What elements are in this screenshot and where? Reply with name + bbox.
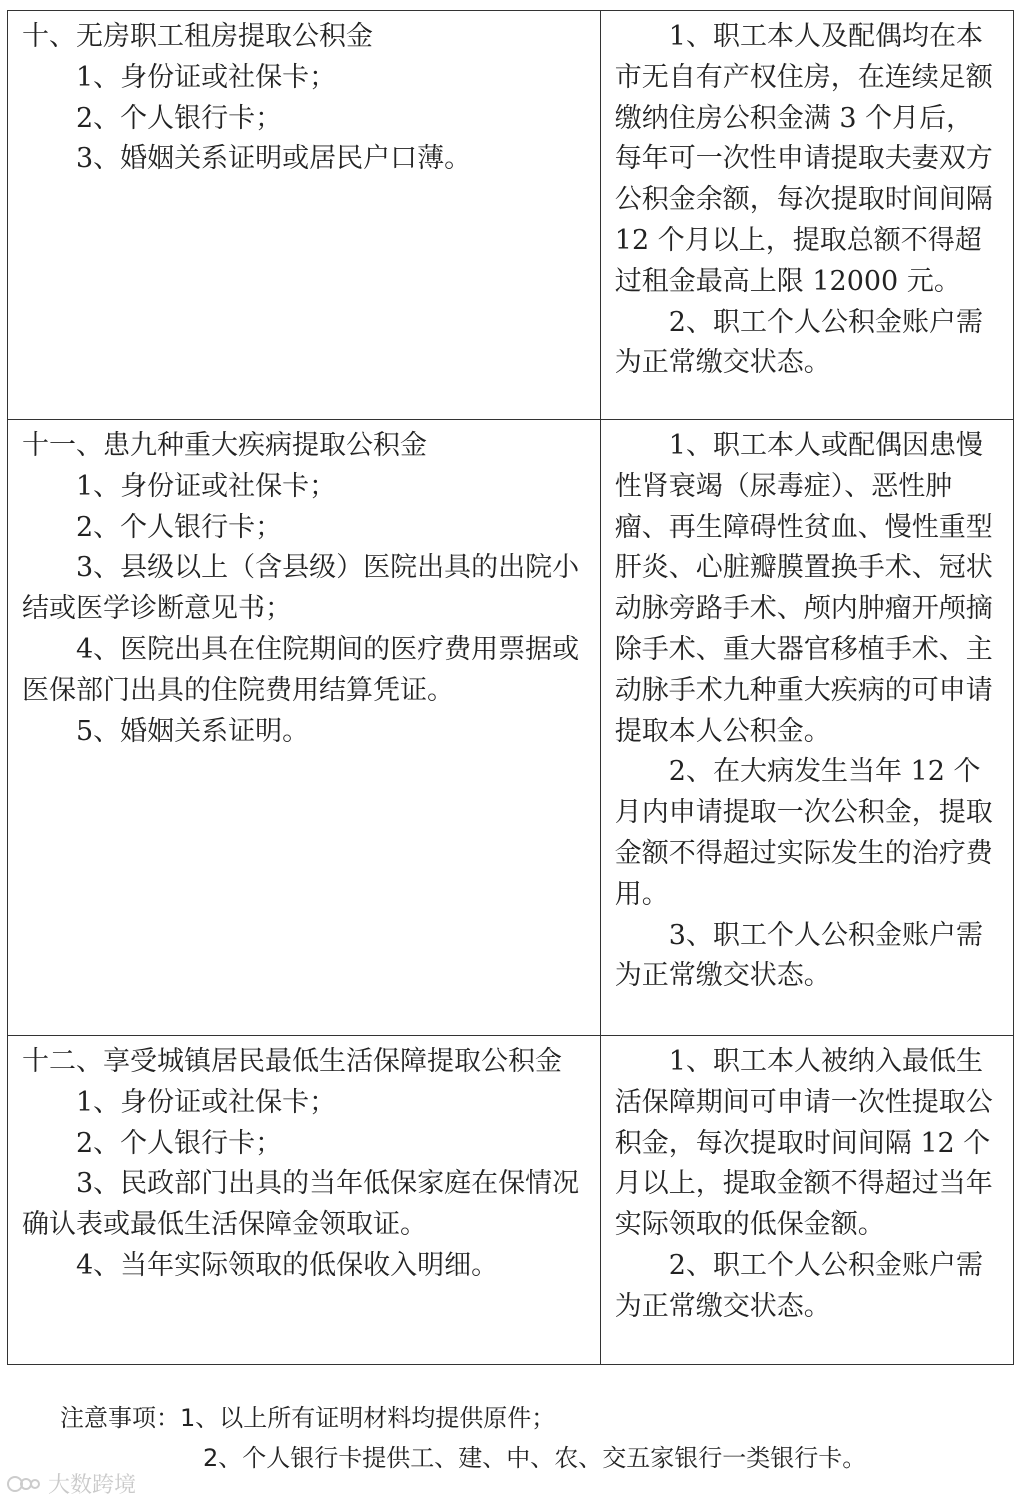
material-item: 3、县级以上（含县级）医院出具的出院小结或医学诊断意见书； [22,552,580,625]
table-row-section-12 [8,1036,1014,1365]
section-title: 十、无房职工租房提取公积金 [22,21,373,52]
material-item: 3、民政部门出具的当年低保家庭在保情况确认表或最低生活保障金领取证。 [22,1168,580,1241]
material-item: 3、婚姻关系证明或居民户口薄。 [76,143,472,175]
table-row-section-10 [8,11,1014,420]
material-item: 5、婚姻关系证明。 [76,715,310,747]
material-item: 1、身份证或社保卡； [76,1086,337,1118]
section-title: 十一、患九种重大疾病提取公积金 [22,430,427,461]
material-item: 4、医院出具在住院期间的医疗费用票据或医保部门出具的住院费用结算凭证。 [22,633,580,706]
conditions-cell [600,420,1013,1036]
condition-item: 1、职工本人被纳入最低生活保障期间可申请一次性提取公积金，每次提取时间间隔 12 个月以上，提取金额不得超过当年实际领取的低保金额。 [614,1046,993,1241]
material-item: 2、个人银行卡； [76,102,283,134]
condition-item: 3、职工个人公积金账户需为正常缴交状态。 [614,919,983,992]
note-line-1: 注意事项：1、以上所有证明材料均提供原件； [60,1404,556,1432]
section-title: 十二、享受城镇居民最低生活保障提取公积金 [22,1046,562,1077]
condition-item: 2、职工个人公积金账户需为正常缴交状态。 [614,1249,983,1322]
condition-item: 2、在大病发生当年 12 个月内申请提取一次公积金，提取金额不得超过实际发生的治疗费用。 [614,756,993,910]
condition-item: 1、职工本人及配偶均在本市无自有产权住房，在连续足额缴纳住房公积金满 3 个月后，每年可一次性申请提取夫妻双方公积金余额，每次提取时间间隔 12 个月以上，提取总额不得超过租金最高上限 12000 元。 [614,21,993,297]
material-item: 2、个人银行卡； [76,511,283,543]
materials-cell [8,420,601,1036]
conditions-cell [600,11,1013,420]
condition-item: 2、职工个人公积金账户需为正常缴交状态。 [614,306,983,379]
provident-fund-table [7,10,1014,1365]
watermark-text: 大数跨境 [48,1473,137,1498]
watermark-logo-icon [6,1473,42,1495]
material-item: 1、身份证或社保卡； [76,470,337,502]
materials-cell [8,11,601,420]
material-item: 2、个人银行卡； [76,1127,283,1159]
watermark [6,1468,136,1499]
material-item: 4、当年实际领取的低保收入明细。 [76,1249,499,1281]
material-item: 1、身份证或社保卡； [76,61,337,93]
note-line-2: 2、个人银行卡提供工、建、中、农、交五家银行一类银行卡。 [203,1444,867,1472]
conditions-cell [600,1036,1013,1365]
materials-cell [8,1036,601,1365]
table-row-section-11 [8,420,1014,1036]
notes-section [60,1398,866,1478]
condition-item: 1、职工本人或配偶因患慢性肾衰竭（尿毒症）、恶性肿瘤、再生障碍性贫血、慢性重型肝炎、心脏瓣膜置换手术、冠状动脉旁路手术、颅内肿瘤开颅摘除手术、重大器官移植手术、主动脉手术九种重大疾病的可申请提取本人公积金。 [614,430,993,747]
